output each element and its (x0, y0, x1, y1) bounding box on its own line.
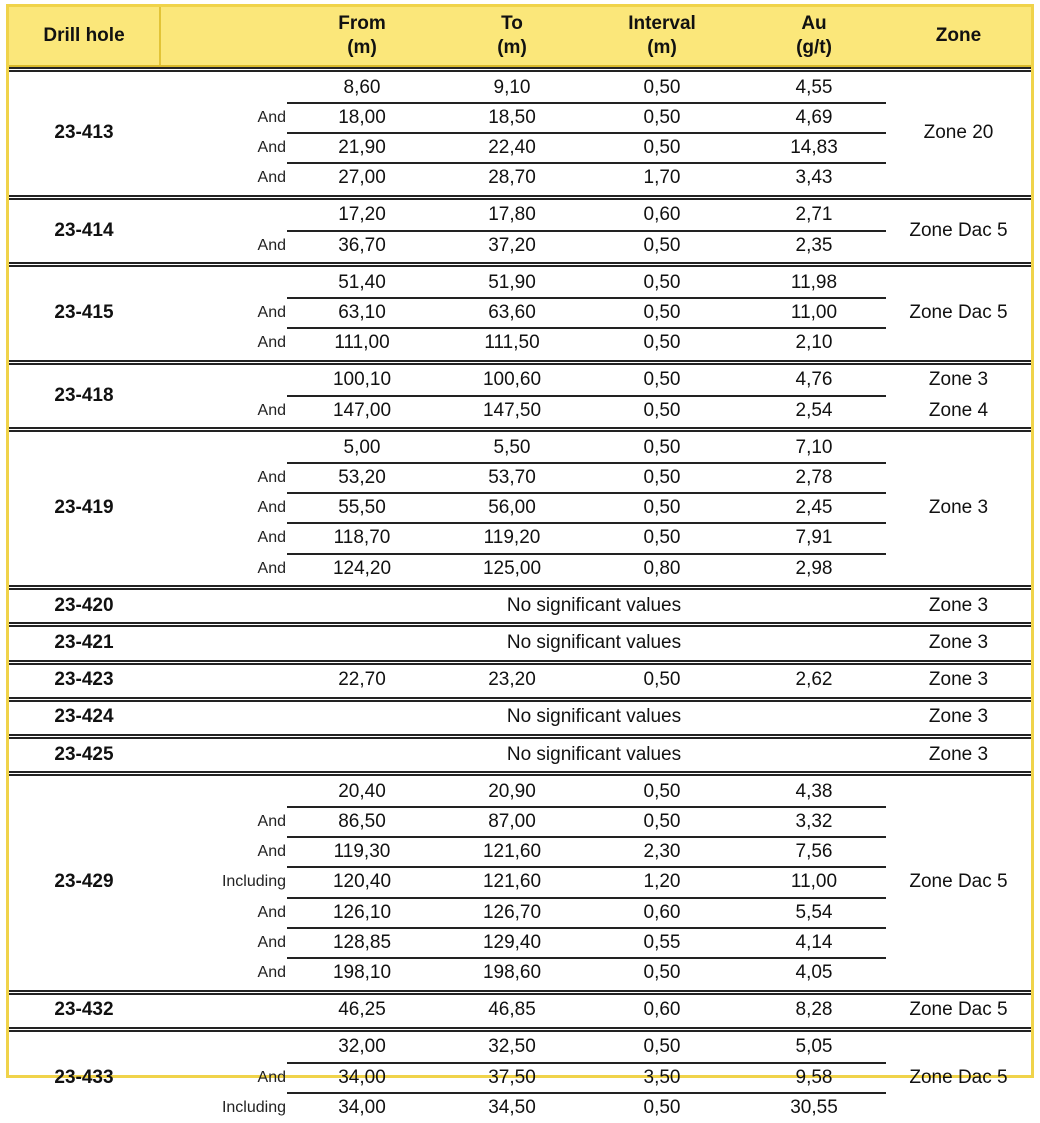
cell-from: 100,10 (332, 369, 392, 391)
cell-from: 34,00 (338, 1066, 386, 1088)
header-interval-unit: (m) (647, 37, 677, 58)
cell-from: 124,20 (332, 557, 392, 579)
cell-interval: 1,70 (643, 167, 681, 189)
qualifier-label: And (257, 236, 286, 254)
drill-hole-id: 23-419 (54, 497, 114, 519)
header-au (749, 7, 879, 65)
cell-au: 4,14 (795, 931, 833, 953)
cell-au: 5,54 (795, 901, 833, 923)
cell-interval: 0,50 (643, 527, 681, 549)
cell-from: 5,00 (343, 436, 381, 458)
drill-hole-id: 23-432 (54, 999, 114, 1021)
cell-au: 2,54 (795, 399, 833, 421)
drill-hole-id: 23-423 (54, 669, 114, 691)
cell-interval: 0,50 (643, 466, 681, 488)
drill-hole-id: 23-413 (54, 121, 114, 143)
cell-from: 111,00 (334, 332, 390, 354)
cell-from: 17,20 (338, 204, 386, 226)
cell-au: 2,98 (795, 557, 833, 579)
header-interval (597, 7, 727, 65)
cell-interval: 1,20 (643, 871, 681, 893)
cell-to: 53,70 (488, 466, 536, 488)
cell-to: 17,80 (488, 204, 536, 226)
cell-au: 11,00 (790, 871, 838, 893)
cell-interval: 0,50 (643, 76, 681, 98)
cell-au: 8,28 (795, 999, 833, 1021)
cell-interval: 0,50 (643, 399, 681, 421)
qualifier-label: Including (221, 873, 286, 891)
cell-au: 4,55 (795, 76, 833, 98)
cell-au: 11,98 (790, 271, 838, 293)
cell-from: 36,70 (338, 234, 386, 256)
cell-to: 87,00 (488, 810, 536, 832)
cell-interval: 0,60 (643, 901, 681, 923)
cell-from: 63,10 (338, 301, 386, 323)
cell-to: 22,40 (488, 136, 536, 158)
zone-label: Zone Dac 5 (909, 999, 1008, 1021)
cell-interval: 0,80 (643, 557, 681, 579)
cell-interval: 0,50 (643, 1096, 681, 1118)
group-separator (9, 262, 1031, 267)
cell-to: 119,20 (483, 527, 541, 549)
cell-interval: 0,50 (643, 961, 681, 983)
cell-au: 3,43 (795, 167, 833, 189)
cell-from: 27,00 (338, 167, 386, 189)
cell-interval: 0,50 (643, 234, 681, 256)
header-interval-label: Interval (628, 13, 696, 34)
header-au-unit: (g/t) (796, 37, 832, 58)
cell-interval: 0,50 (643, 497, 681, 519)
cell-to: 34,50 (488, 1096, 536, 1118)
cell-au: 2,10 (795, 332, 833, 354)
zone-label: Zone 3 (928, 594, 989, 616)
zone-label: Zone 3 (928, 369, 989, 391)
cell-to: 32,50 (488, 1036, 536, 1058)
cell-interval: 0,50 (643, 669, 681, 691)
cell-au: 4,38 (795, 780, 833, 802)
cell-to: 37,50 (488, 1066, 536, 1088)
cell-au: 2,45 (795, 497, 833, 519)
header-drill-hole (9, 7, 159, 65)
cell-to: 121,60 (482, 871, 542, 893)
header-to-label: To (501, 13, 523, 34)
drill-hole-id: 23-415 (54, 302, 114, 323)
cell-to: 5,50 (493, 436, 531, 458)
zone-label: Zone 20 (923, 121, 994, 143)
group-separator (9, 734, 1031, 739)
cell-to: 51,90 (488, 271, 536, 293)
cell-to: 46,85 (488, 999, 536, 1021)
cell-au: 4,76 (795, 369, 833, 391)
cell-interval: 0,60 (643, 204, 681, 226)
cell-au: 14,83 (790, 136, 838, 158)
cell-from: 119,30 (333, 841, 391, 863)
qualifier-label: And (257, 138, 286, 156)
cell-au: 2,35 (795, 234, 833, 256)
cell-to: 18,50 (488, 106, 536, 128)
cell-au: 3,32 (795, 810, 833, 832)
cell-interval: 0,50 (643, 332, 681, 354)
cell-interval: 0,50 (643, 271, 681, 293)
zone-label: Zone 4 (928, 399, 989, 421)
qualifier-label: And (257, 108, 286, 126)
cell-from: 51,40 (338, 271, 386, 293)
header-from-unit: (m) (347, 37, 377, 58)
cell-to: 125,00 (482, 557, 542, 579)
group-separator (9, 585, 1031, 590)
drill-hole-id: 23-433 (54, 1066, 114, 1088)
qualifier-label: And (257, 812, 286, 830)
cell-to: 20,90 (488, 780, 536, 802)
cell-au: 2,71 (795, 204, 833, 226)
zone-label: Zone Dac 5 (909, 219, 1008, 241)
qualifier-label: And (257, 499, 286, 517)
qualifier-label: And (257, 843, 286, 861)
group-separator (9, 771, 1031, 776)
cell-interval: 0,50 (643, 301, 681, 323)
zone-label: Zone 3 (928, 669, 989, 691)
qualifier-label: And (257, 559, 286, 577)
cell-from: 118,70 (333, 527, 391, 549)
cell-au: 2,62 (795, 669, 833, 691)
header-to (447, 7, 577, 65)
qualifier-label: And (257, 963, 286, 981)
zone-label: Zone 3 (928, 743, 989, 765)
zone-label: Zone 3 (928, 497, 989, 519)
zone-label: Zone 3 (928, 706, 989, 728)
qualifier-label: And (257, 1068, 286, 1086)
cell-interval: 0,50 (643, 810, 681, 832)
group-separator (9, 697, 1031, 702)
cell-au: 5,05 (795, 1036, 833, 1058)
header-drill-hole-label: Drill hole (43, 25, 125, 46)
drill-hole-id: 23-424 (54, 706, 114, 728)
cell-interval: 0,50 (643, 106, 681, 128)
cell-from: 8,60 (343, 76, 381, 98)
qualifier-label: And (257, 303, 286, 321)
cell-au: 7,91 (795, 527, 833, 549)
qualifier-label: And (257, 933, 286, 951)
cell-from: 86,50 (338, 810, 386, 832)
no-significant-values: No significant values (506, 743, 682, 765)
zone-label: Zone 3 (928, 632, 989, 653)
cell-to: 63,60 (488, 301, 536, 323)
cell-to: 28,70 (488, 167, 536, 189)
drill-hole-id: 23-418 (54, 384, 114, 406)
cell-interval: 0,50 (643, 436, 681, 458)
cell-au: 11,00 (790, 301, 838, 323)
header-divider (159, 7, 161, 65)
group-separator (9, 360, 1031, 365)
cell-to: 56,00 (488, 497, 536, 519)
cell-to: 100,60 (482, 369, 542, 391)
no-significant-values: No significant values (506, 706, 682, 728)
cell-from: 55,50 (338, 497, 386, 519)
cell-interval: 0,60 (643, 999, 681, 1021)
cell-au: 9,58 (795, 1066, 833, 1088)
cell-to: 198,60 (482, 961, 542, 983)
cell-from: 147,00 (332, 399, 392, 421)
cell-from: 21,90 (338, 136, 386, 158)
drill-hole-id: 23-429 (54, 871, 114, 893)
cell-au: 4,69 (795, 106, 833, 128)
cell-from: 128,85 (332, 931, 392, 953)
group-separator (9, 195, 1031, 200)
cell-from: 126,10 (332, 901, 392, 923)
header-from (297, 7, 427, 65)
header-zone (881, 7, 1036, 65)
cell-from: 198,10 (332, 961, 392, 983)
group-separator (9, 622, 1031, 627)
drill-hole-id: 23-421 (54, 632, 114, 653)
drill-hole-id: 23-414 (54, 219, 114, 241)
cell-interval: 0,50 (643, 780, 681, 802)
cell-from: 18,00 (338, 106, 386, 128)
cell-au: 30,55 (790, 1096, 838, 1118)
group-separator (9, 1027, 1031, 1032)
drill-results-table (6, 4, 1034, 1118)
group-separator (9, 67, 1031, 72)
cell-from: 34,00 (338, 1096, 386, 1118)
qualifier-label: And (257, 529, 286, 547)
cell-to: 9,10 (493, 76, 531, 98)
drill-hole-id: 23-420 (54, 594, 114, 616)
zone-label: Zone Dac 5 (909, 871, 1008, 893)
cell-au: 7,56 (795, 841, 833, 863)
cell-from: 32,00 (338, 1036, 386, 1058)
cell-from: 46,25 (338, 999, 386, 1021)
table-header (9, 7, 1031, 67)
cell-interval: 0,50 (643, 369, 681, 391)
cell-to: 129,40 (482, 931, 542, 953)
qualifier-label: And (257, 468, 286, 486)
header-from-label: From (338, 13, 386, 34)
cell-to: 23,20 (488, 669, 536, 691)
zone-label: Zone Dac 5 (909, 302, 1008, 323)
group-separator (9, 990, 1031, 995)
qualifier-label: Including (221, 1098, 286, 1116)
cell-interval: 3,50 (643, 1066, 681, 1088)
cell-from: 20,40 (338, 780, 386, 802)
cell-to: 126,70 (482, 901, 542, 923)
qualifier-label: And (257, 903, 286, 921)
zone-label: Zone Dac 5 (909, 1066, 1008, 1088)
cell-interval: 0,50 (643, 136, 681, 158)
drill-hole-id: 23-425 (54, 743, 114, 765)
cell-au: 4,05 (795, 961, 833, 983)
qualifier-label: And (257, 401, 286, 419)
cell-to: 147,50 (482, 399, 542, 421)
header-to-unit: (m) (497, 37, 527, 58)
header-au-label: Au (801, 13, 827, 34)
qualifier-label: And (257, 334, 286, 352)
header-zone-label: Zone (935, 25, 982, 46)
cell-au: 7,10 (795, 436, 833, 458)
no-significant-values: No significant values (506, 594, 682, 616)
no-significant-values: No significant values (506, 631, 682, 653)
cell-au: 2,78 (795, 466, 833, 488)
cell-to: 111,50 (484, 332, 540, 354)
qualifier-label: And (257, 169, 286, 187)
cell-from: 53,20 (338, 466, 386, 488)
cell-to: 37,20 (488, 234, 536, 256)
cell-interval: 0,50 (643, 1036, 681, 1058)
cell-from: 120,40 (332, 871, 392, 893)
group-separator (9, 427, 1031, 432)
cell-interval: 0,55 (643, 931, 681, 953)
cell-to: 121,60 (482, 841, 542, 863)
cell-from: 22,70 (338, 669, 386, 691)
cell-interval: 2,30 (643, 841, 681, 863)
group-separator (9, 660, 1031, 665)
